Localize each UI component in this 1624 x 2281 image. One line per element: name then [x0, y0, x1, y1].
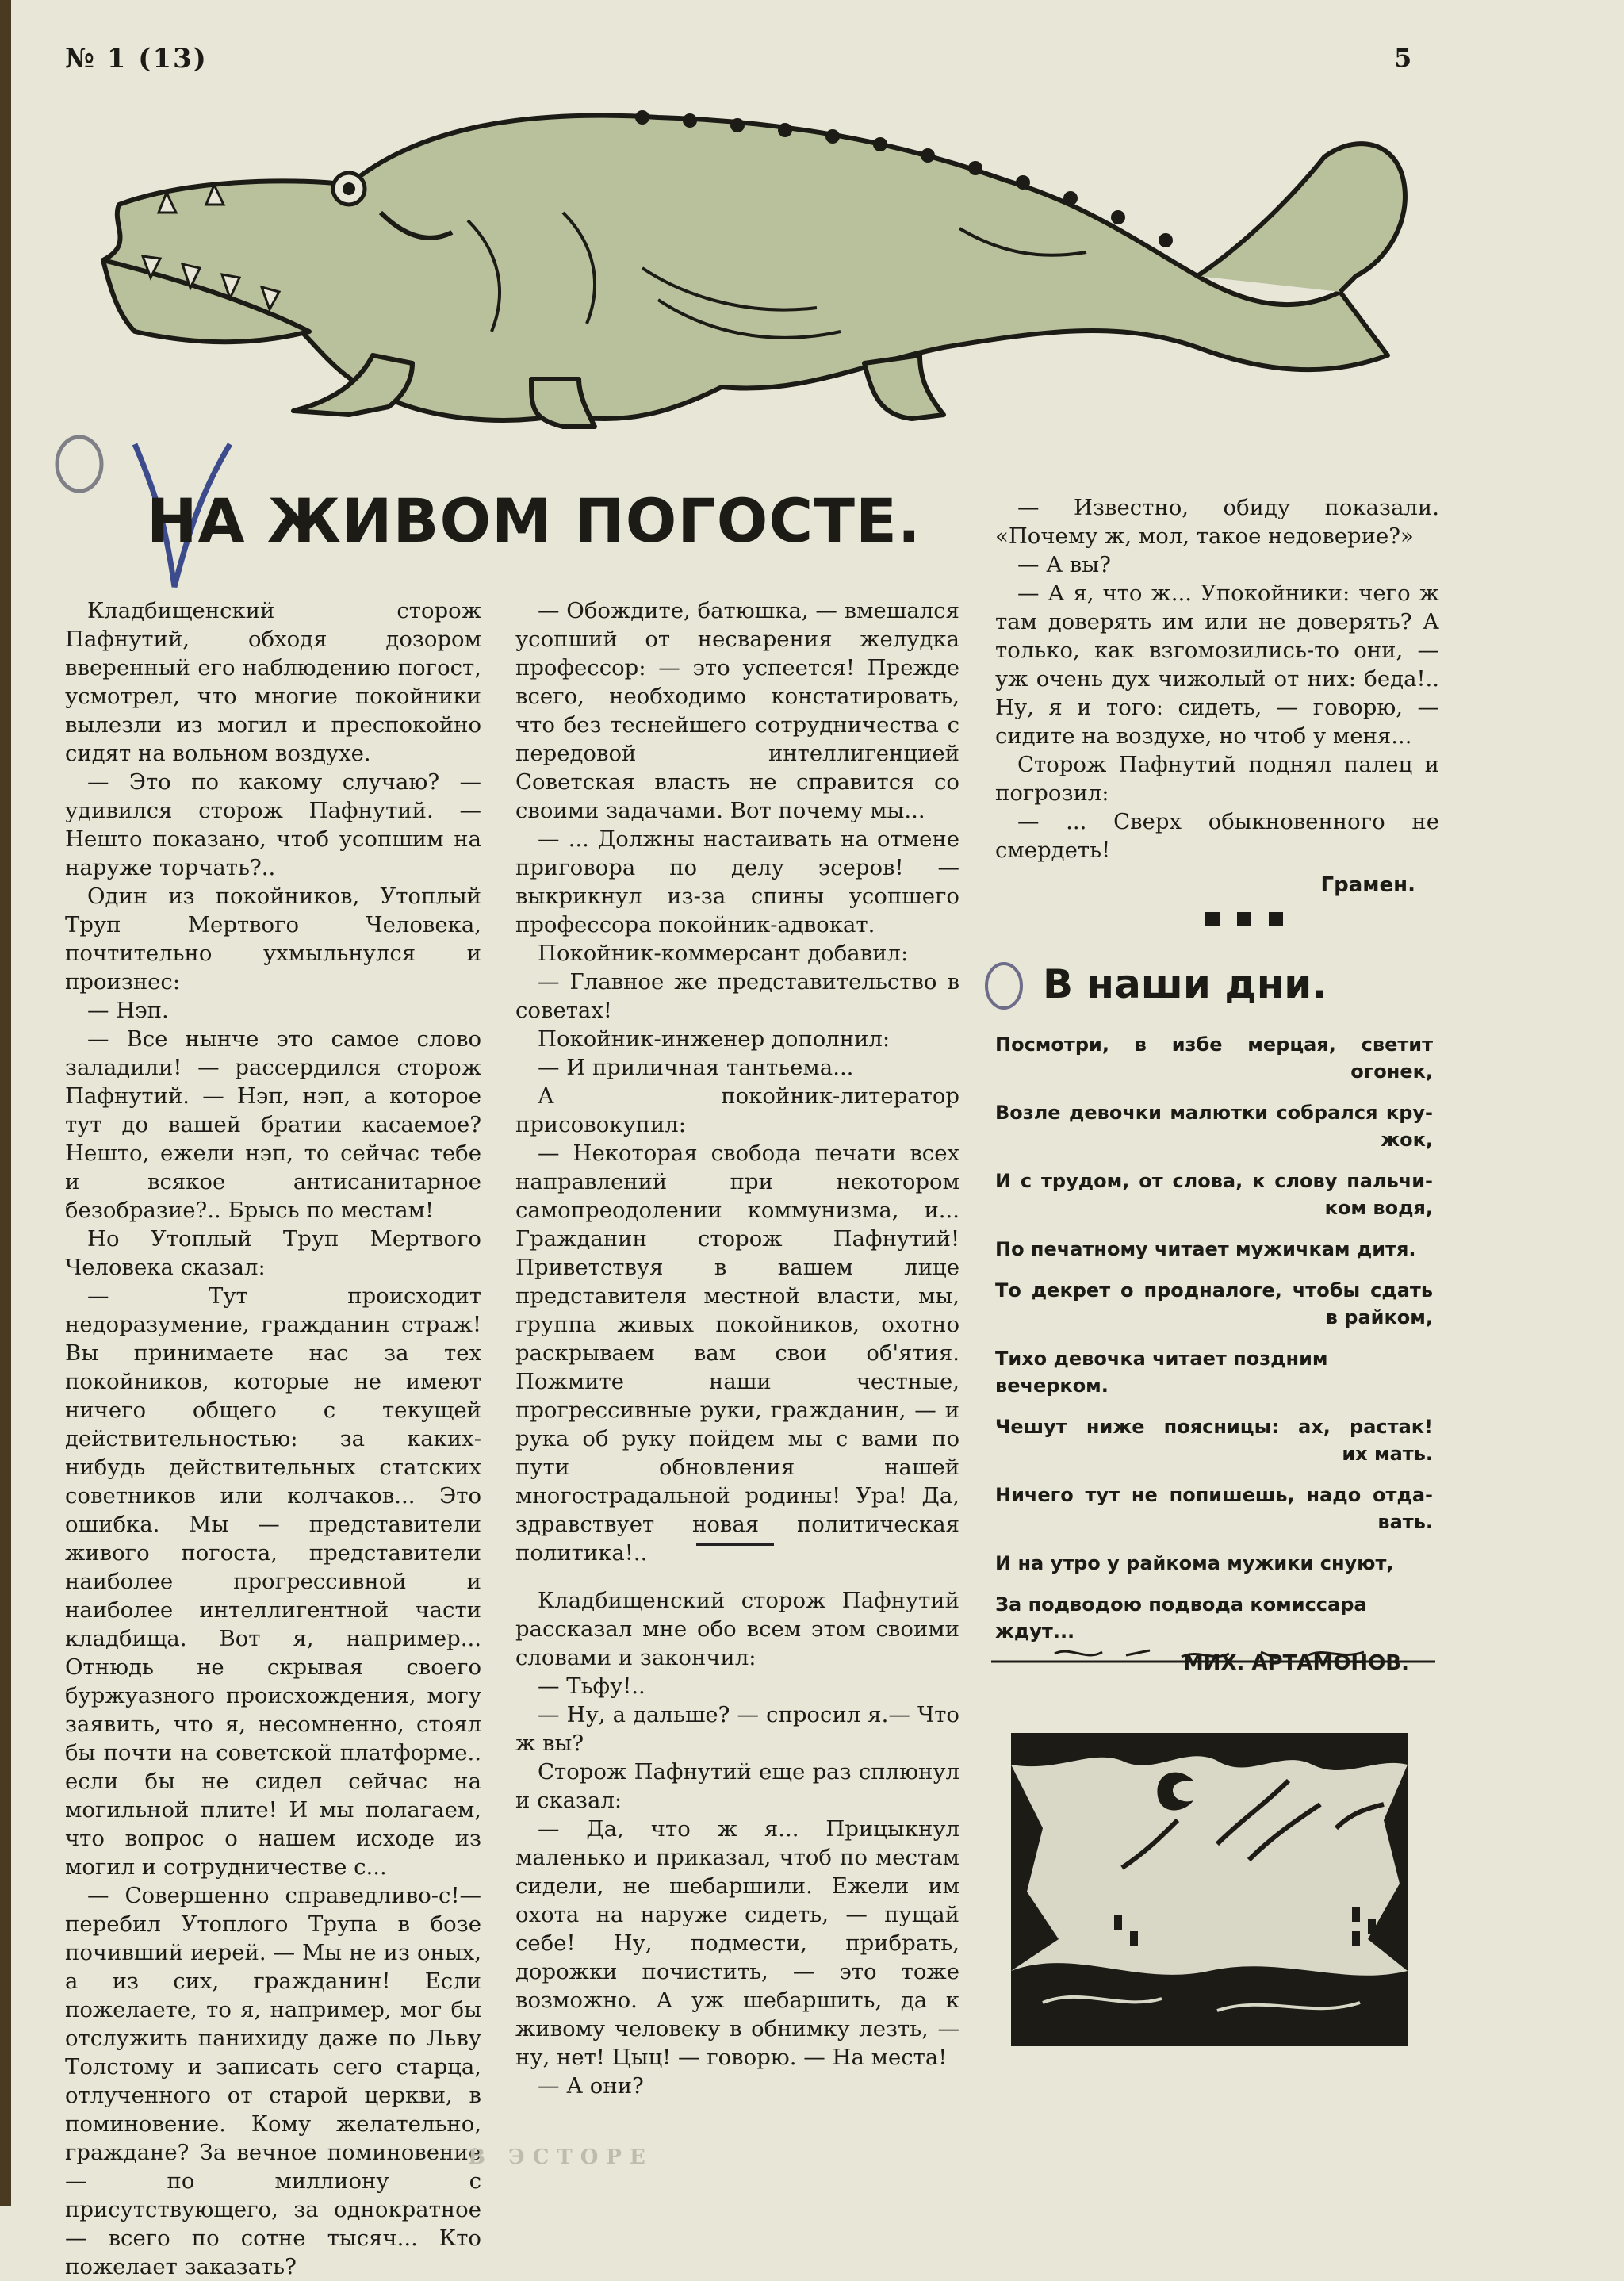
paragraph: А покойник-литератор присовокупил: [515, 1083, 959, 1137]
paragraph: Кладбищенский сторож Пафнутий рассказал мне обо всем этом своими словами и закончил: [515, 1588, 959, 1670]
paragraph: — А они? [538, 2073, 644, 2099]
paragraph: Но Утоплый Труп Мертвого Человека сказал: [65, 1226, 481, 1280]
poem-stanza [995, 1099, 1433, 1153]
page-binding-edge [0, 0, 11, 2206]
poem-author: МИХ. АРТАМОНОВ. [1182, 1651, 1409, 1675]
poem-line: в райком, [1325, 1306, 1433, 1328]
article-signature: Грамен. [1320, 873, 1415, 897]
poem-line: Чешут ниже поясницы: ах, растак! [995, 1416, 1433, 1438]
article-column-1 [65, 596, 481, 2281]
paragraph: — Некоторая свобода печати всех направлений при некотором самопреодолении коммунизма, и... Гражданин сторож Пафнутий! Приветствуя в вашем лице представителя местной власти, мы, группа живых покойников, охотно раскрываем вам свои об'ятия. Пожмите наши честные, прогрессивные руки, гражданин, — и рука об руку пойдем мы с вами по пути обновления нашей многострадальной родины! Ура! Да, здравствует новая политическая политика!.. [515, 1140, 959, 1566]
poem-line: То декрет о продналоге, чтобы сдать [995, 1279, 1433, 1302]
poem-stanza [995, 1345, 1433, 1399]
paragraph: Покойник-инженер дополнил: [538, 1026, 891, 1052]
pencil-mark-circle [975, 956, 1031, 1015]
paragraph: — Тьфу!.. [538, 1673, 645, 1699]
poem-stanza [995, 1167, 1433, 1221]
poem-line: Посмотри, в избе мерцая, светит [995, 1033, 1433, 1056]
poem-stanza [995, 1236, 1433, 1263]
paragraph: — ... Сверх обыкновенного не смердеть! [995, 809, 1439, 863]
poem-title: В наши дни. [1043, 961, 1327, 1007]
pencil-mark-circle [48, 428, 119, 500]
paragraph: — А я, что ж... Упокойники: чего ж там доверять им или не доверять? А только, как взгомозились-то они, — уж очень дух чижолый от них: беда!.. Ну, я и того: сидеть, — говорю, — сидите на воздухе, но чтоб у меня... [995, 581, 1439, 749]
paragraph: Сторож Пафнутий поднял палец и погрозил: [995, 752, 1439, 806]
paragraph: — Нэп. [87, 998, 169, 1023]
paragraph: — Все нынче это самое слово заладили! — рассердился сторож Пафнутий. — Нэп, нэп, а которое тут до вашей братии касаемое? Нешто, ежели нэп, то сейчас тебе и всякое антисанитарное безобразие?.. Брысь по местам! [65, 1026, 481, 1223]
article-column-2 [515, 596, 959, 1567]
page-number: 5 [1394, 43, 1412, 73]
poem-stanza [995, 1277, 1433, 1331]
poem-line: Возле девочки малютки собрался кру- [995, 1102, 1433, 1124]
separator-square [1269, 912, 1283, 926]
paragraph: — Совершенно справедливо-с!—перебил Утоплого Трупа в бозе почивший иерей. — Мы не из оных, а из сих, гражданин! Если пожелаете, то я, например, мог бы отслужить панихиду даже по Льву Толстому и записать сего старца, отлученного от старой церкви, в поминовение. Кому желательно, граждане? За вечное поминовение — по миллиону с присутствующего, за однократное — всего по сотне тысяч... Кто пожелает заказать? [65, 1883, 481, 2279]
poem [995, 1031, 1433, 1677]
poem-line: вать. [1377, 1511, 1433, 1533]
paragraph: — Да, что ж я... Прицыкнул маленько и приказал, чтоб по местам сидели, не шебаршили. Ежели им охота на наруже сидеть, — пущай себе! Ну, подмести, прибрать, дорожки почистить, — это тоже возможно. А уж шебаршить, да к живому человеку в обнимку лезть, — ну, нет! Цыц! — говорю. — На места! [515, 1816, 959, 2070]
paragraph: — И приличная тантьема... [538, 1055, 854, 1080]
separator-square [1237, 912, 1251, 926]
poem-line: ком водя, [1324, 1197, 1433, 1219]
paragraph: — Это по какому случаю? — удивился сторож Пафнутий. — Нешто показано, чтоб усопшим на наруже торчать?.. [65, 769, 481, 880]
article-column-2-continued [515, 1586, 959, 2100]
paragraph: Покойник-коммерсант добавил: [538, 941, 909, 966]
poem-line: огонек, [1350, 1060, 1433, 1083]
decorative-rule [991, 1646, 1435, 1666]
poem-stanza [995, 1550, 1433, 1577]
section-divider [696, 1543, 774, 1546]
paragraph: Кладбищенский сторож Пафнутий, обходя дозором вверенный его наблюдению погост, усмотрел, что многие покойники вылезли из могил и преспокойно сидят на вольном воздухе. [65, 598, 481, 766]
poem-stanza [995, 1413, 1433, 1467]
poem-line: Ничего тут не попишешь, надо отда- [995, 1484, 1433, 1506]
paragraph: — ... Должны настаивать на отмене приговора по делу эсеров! — выкрикнул из-за спины усопшего профессора покойник-адвокат. [515, 826, 959, 937]
section-separator-squares [1205, 912, 1283, 926]
poem-stanza [995, 1482, 1433, 1535]
separator-square [1205, 912, 1220, 926]
crocodile-illustration [87, 94, 1435, 443]
issue-number: № 1 (13) [65, 43, 208, 75]
paragraph: — А вы? [1017, 552, 1111, 577]
paragraph: Один из покойников, Утоплый Труп Мертвого Человека, почтительно ухмыльнулся и произнес: [65, 884, 481, 995]
poem-line: их мать. [1342, 1443, 1433, 1465]
paragraph: — Обождите, батюшка, — вмешался усопший от несварения желудка профессор: — это успеется! Прежде всего, необходимо констатировать, что без теснейшего сотрудничества с передовой интеллигенцией Советская власть не справится со своими задачами. Вот почему мы... [515, 598, 959, 823]
poem-line: За подводою подвода комиссара ждут... [995, 1593, 1367, 1643]
poem-line: жок, [1381, 1129, 1433, 1151]
paragraph: — Ну, а дальше? — спросил я.— Что ж вы? [515, 1702, 959, 1756]
faded-stamp-text: В ЭСТОРЕ [468, 2145, 653, 2169]
paragraph: Сторож Пафнутий еще раз сплюнул и сказал: [515, 1759, 959, 1813]
poem-stanza [995, 1031, 1433, 1085]
article-column-3 [995, 493, 1439, 899]
paragraph: — Известно, обиду показали. «Почему ж, мол, такое недоверие?» [995, 495, 1439, 549]
poem-line: По печатному читает мужичкам дитя. [995, 1238, 1416, 1260]
poem-line: И с трудом, от слова, к слову пальчи- [995, 1170, 1433, 1192]
paragraph: — Тут происходит недоразумение, гражданин страж! Вы принимаете нас за тех покойников, которые не имеют ничего общего с текущей действительностью: за каких-нибудь действительных статских советников или колчаков... Это ошибка. Мы — представители живого погоста, представители наиболее прогрессивной и наиболее интеллигентной части кладбища. Вот я, например... Отнюдь не скрывая своего буржуазного происхождения, могу заявить, что я, несомненно, стоял бы почти на советской платформе.. если бы не сидел сейчас на могильной плите! И мы полагаем, что вопрос о нашем исходе из могил и сотрудничестве с... [65, 1283, 481, 1880]
paragraph: — Главное же представительство в советах! [515, 969, 959, 1023]
article-title: НА ЖИВОМ ПОГОСТЕ. [147, 485, 921, 556]
poem-line: Тихо девочка читает поздним вечерком. [995, 1348, 1328, 1397]
night-scene-illustration [1011, 1733, 1408, 2046]
poem-line: И на утро у райкома мужики снуют, [995, 1552, 1394, 1574]
